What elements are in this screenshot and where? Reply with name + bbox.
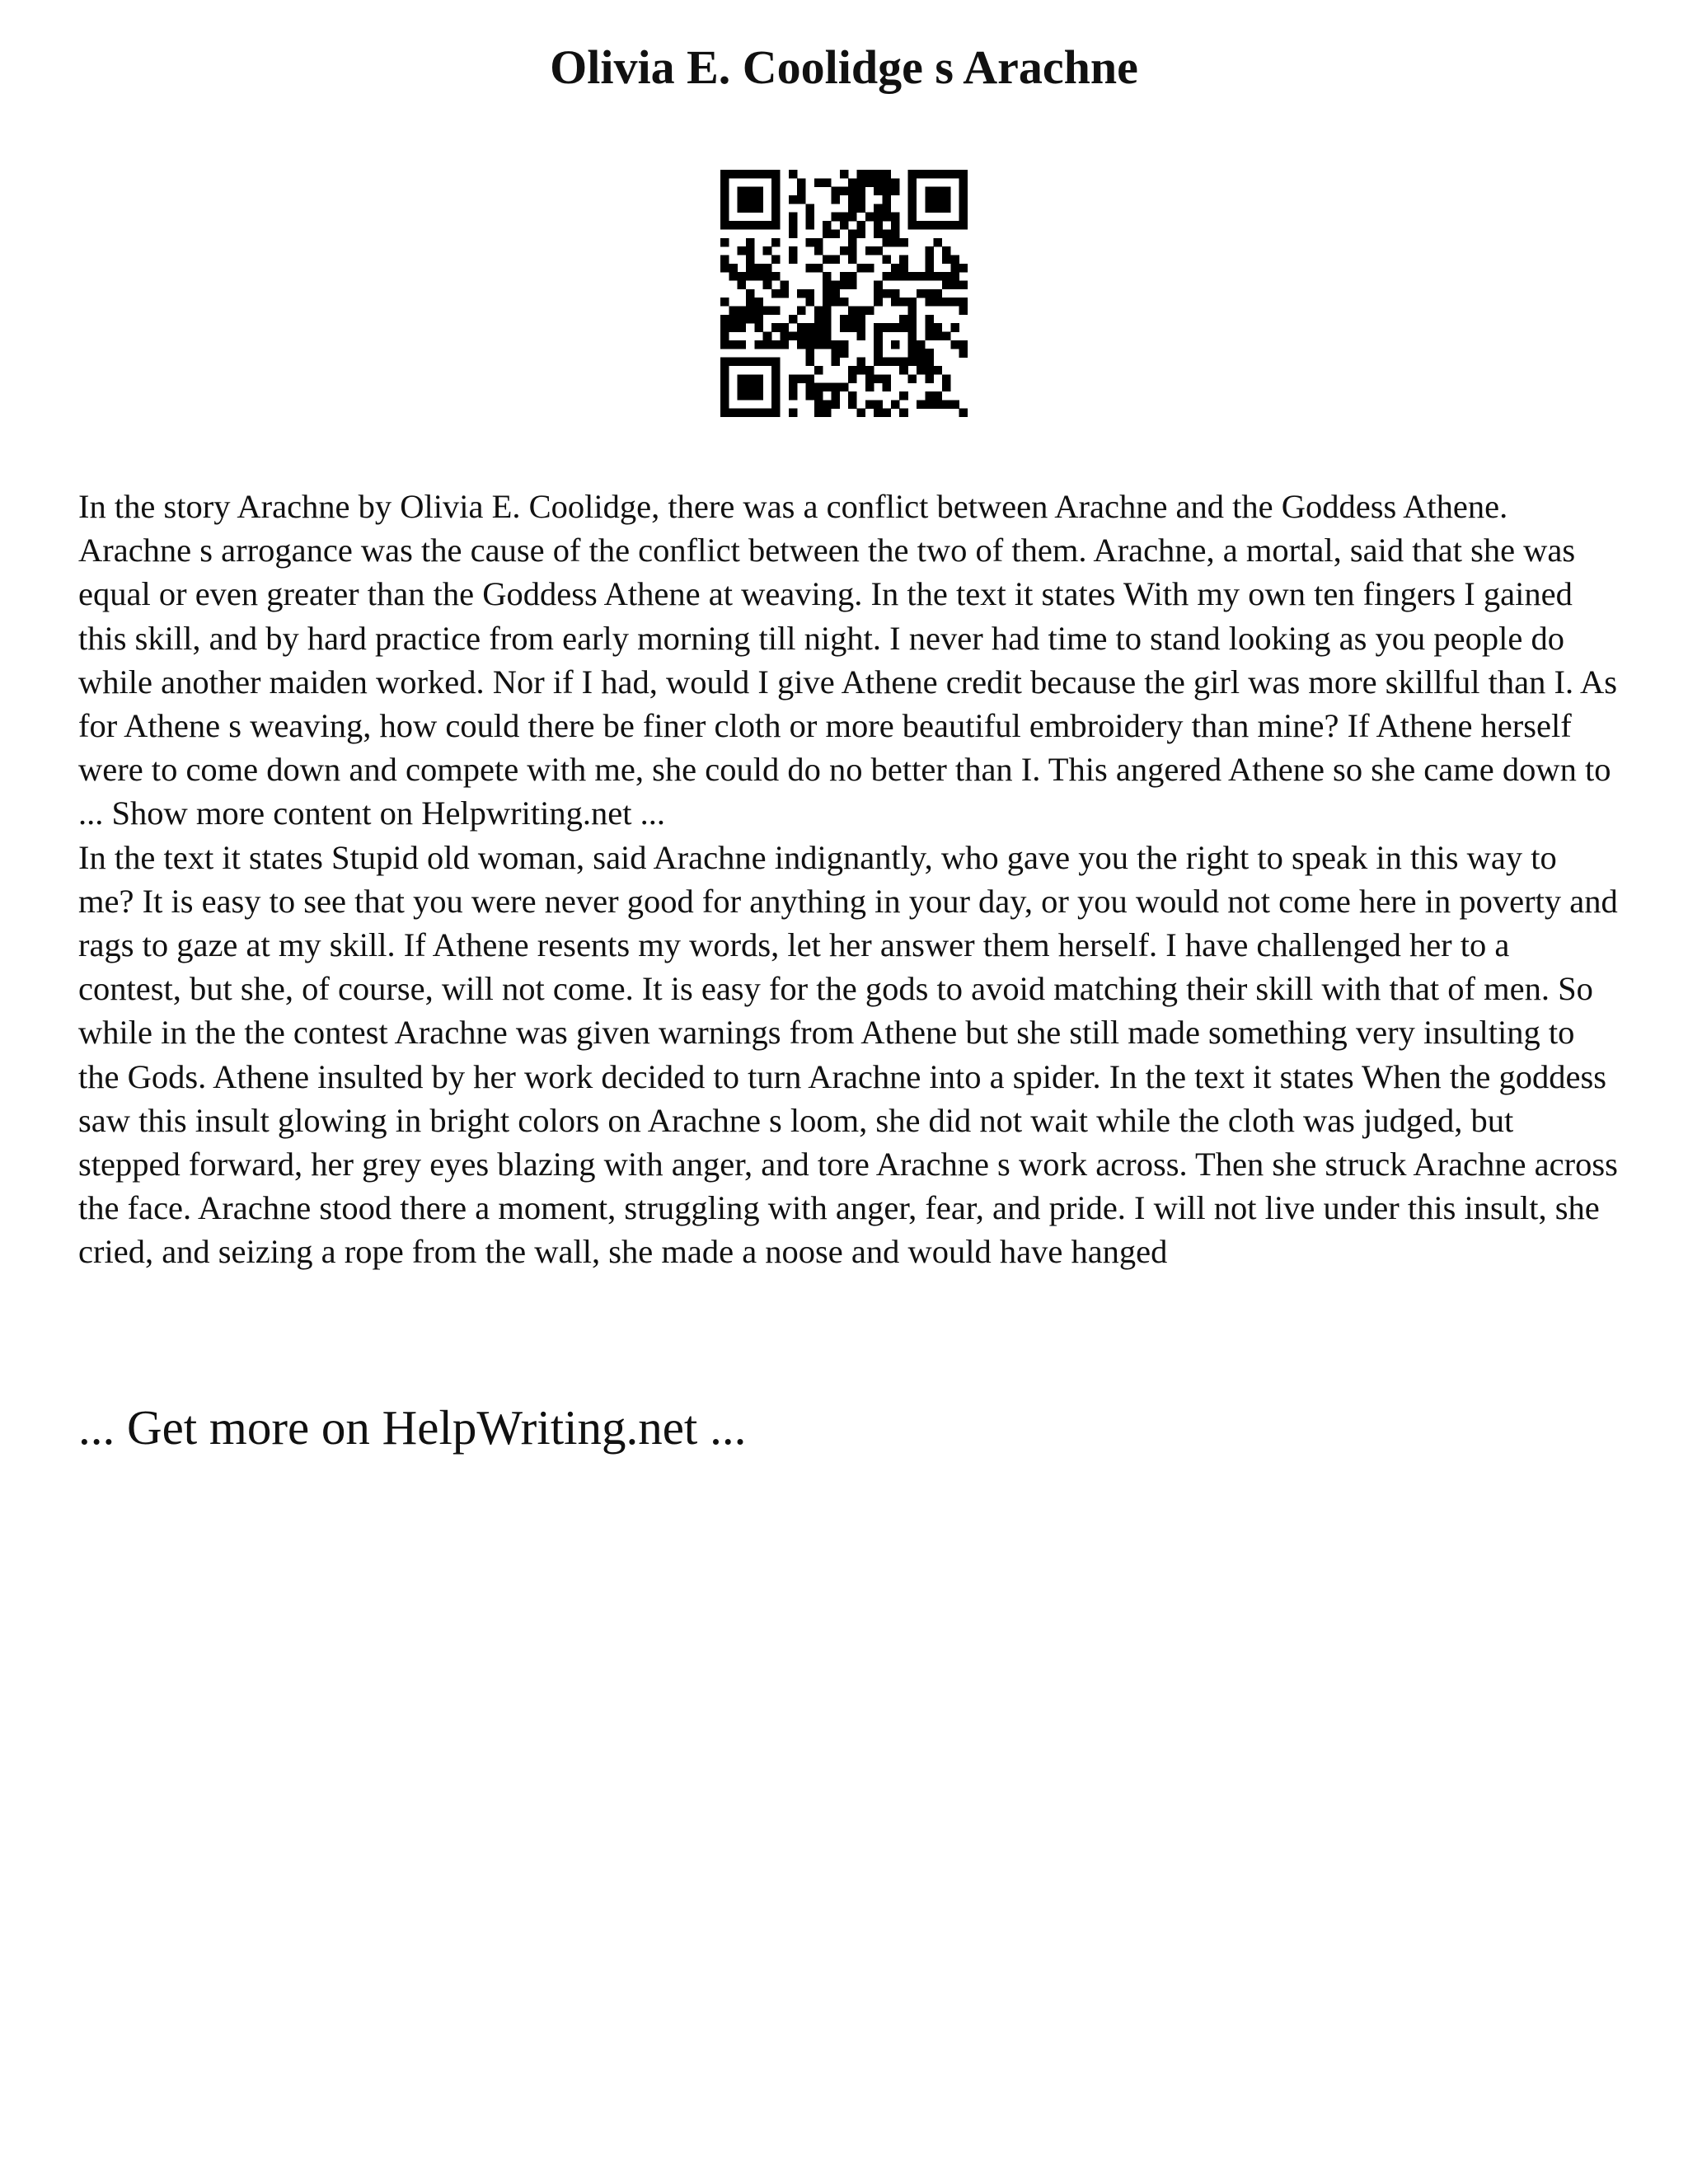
- get-more-link[interactable]: ... Get more on HelpWriting.net ...: [78, 1400, 747, 1455]
- qr-code-graphic: [720, 170, 968, 417]
- paragraph-2: In the text it states Stupid old woman, said Arachne indignantly, who gave you the right to speak in this way to me? It is easy to see that you were never good for anything in your day, or you would not come here in poverty and rags to gaze at my skill. If Athene resents my words, let her answer them herself. I have challenged her to a contest, but she, of course, will not come. It is easy for the gods to avoid matching their skill with that of men. So while in the the contest Arachne was given warnings from Athene but she still made something very insulting to the Gods. Athene insulted by her work decided to turn Arachne into a spider. In the text it states When the goddess saw this insult glowing in bright colors on Arachne s loom, she did not wait while the cloth was judged, but stepped forward, her grey eyes blazing with anger, and tore Arachne s work across. Then she struck Arachne across the face. Arachne stood there a moment, struggling with anger, fear, and pride. I will not live under this insult, she cried, and seizing a rope from the wall, she made a noose and would have hanged: [78, 838, 1618, 1271]
- qr-code-icon[interactable]: [720, 170, 968, 417]
- article-body: [78, 485, 1620, 1274]
- page-title: Olivia E. Coolidge s Arachne: [550, 40, 1138, 94]
- paragraph-1: In the story Arachne by Olivia E. Coolidge, there was a conflict between Arachne and the Goddess Athene. Arachne s arrogance was the cause of the conflict between the two of them. Arachne, a mortal, said that she was equal or even greater than the Goddess Athene at weaving. In the text it states With my own ten fingers I gained this skill, and by hard practice from early morning till night. I never had time to stand looking as you people do while another maiden worked. Nor if I had, would I give Athene credit because the girl was more skillful than I. As for Athene s weaving, how could there be finer cloth or more beautiful embroidery than mine? If Athene herself were to come down and compete with me, she could do no better than I. This angered Athene so she came down to ... Show more content on Helpwriting.net ...: [78, 488, 1617, 832]
